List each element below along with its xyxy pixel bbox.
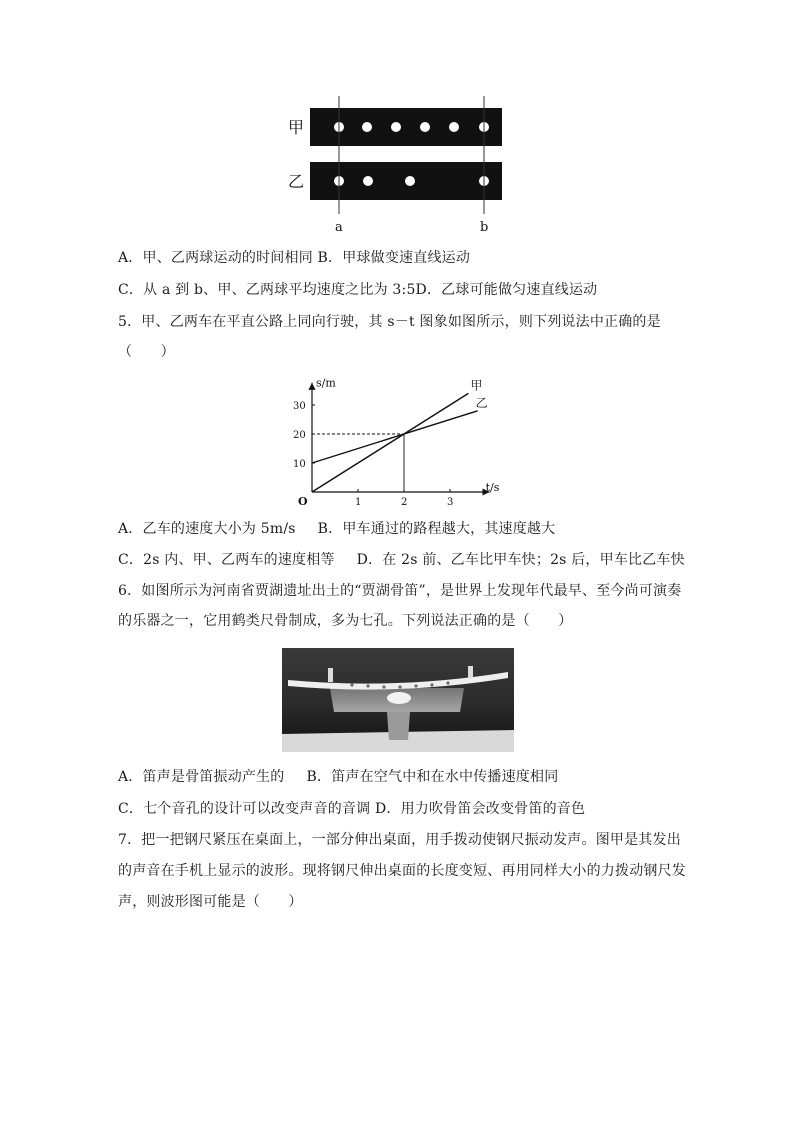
- q5-options-ab: [118, 519, 555, 539]
- series-label-yi: 乙: [475, 395, 488, 410]
- q6-stem-line1: 6．如图所示为河南省贾湖遗址出土的“贾湖骨笛”，是世界上发现年代最早、至今尚可演奏: [118, 583, 682, 599]
- q5-option-d: D．在 2s 前、乙车比甲车快；2s 后，甲车比乙车快: [356, 552, 685, 568]
- y-tick-label: 30: [293, 401, 306, 412]
- q5-options-cd: [118, 550, 685, 570]
- line-label-a: a: [335, 220, 343, 235]
- q7-line3: 声，则波形图可能是（ ）: [118, 894, 303, 910]
- dot-strip-figure: [282, 96, 512, 236]
- q5-option-c: C．2s 内、甲、乙两车的速度相等: [118, 552, 335, 568]
- yi-dot: [405, 176, 415, 186]
- yi-dot: [363, 176, 373, 186]
- q6-options-cd: C．七个音孔的设计可以改变声音的音调 D．用力吹骨笛会改变骨笛的音色: [118, 801, 586, 817]
- q6-option-b: B．笛声在空气中和在水中传播速度相同: [306, 769, 559, 785]
- q5-stem-line2: （ ）: [118, 344, 175, 360]
- y-tick-label: 10: [293, 459, 306, 470]
- x-tick-label: 3: [447, 497, 454, 508]
- q6-option-a: A．笛声是骨笛振动产生的: [118, 769, 285, 785]
- jia-dot: [391, 122, 401, 132]
- jia-dot: [420, 122, 430, 132]
- q4-options-line1: A．甲、乙两球运动的时间相同 B．甲球做变速直线运动: [118, 250, 471, 266]
- q7-line1: 7．把一把钢尺紧压在桌面上，一部分伸出桌面，用手拨动使钢尺振动发声。图甲是其发出: [118, 832, 681, 848]
- q7-line2: 的声音在手机上显示的波形。现将钢尺伸出桌面的长度变短、再用同样大小的力拨动钢尺发: [118, 863, 686, 879]
- q5-stem-line1: 5．甲、乙两车在平直公路上同向行驶，其 s－t 图象如图所示，则下列说法中正确的是: [118, 314, 661, 330]
- bone-flute-photo: [282, 648, 514, 752]
- series-line-yi: [312, 411, 478, 463]
- row-label-yi: 乙: [288, 172, 305, 191]
- x-tick-label: 2: [401, 497, 408, 508]
- s-t-chart: [280, 368, 510, 510]
- q4-options-line2: C．从 a 到 b、甲、乙两球平均速度之比为 3:5D．乙球可能做匀速直线运动: [118, 282, 598, 298]
- y-tick-label: 20: [293, 430, 306, 441]
- row-label-jia: 甲: [288, 118, 305, 137]
- x-axis-label: t/s: [485, 481, 500, 494]
- x-tick-label: 1: [355, 497, 362, 508]
- q6-options-ab: [118, 767, 558, 787]
- y-axis-label: s/m: [316, 376, 336, 390]
- origin-label: O: [298, 495, 308, 508]
- jia-dot: [449, 122, 459, 132]
- q5-option-a: A．乙车的速度大小为 5m/s: [118, 521, 296, 537]
- q5-option-b: B．甲车通过的路程越大，其速度越大: [317, 521, 556, 537]
- series-line-jia: [312, 393, 468, 492]
- jia-dot: [362, 122, 372, 132]
- line-label-b: b: [480, 220, 489, 235]
- series-label-jia: 甲: [470, 378, 483, 393]
- q6-stem-line2: 的乐器之一，它用鹤类尺骨制成，多为七孔。下列说法正确的是（ ）: [118, 613, 573, 629]
